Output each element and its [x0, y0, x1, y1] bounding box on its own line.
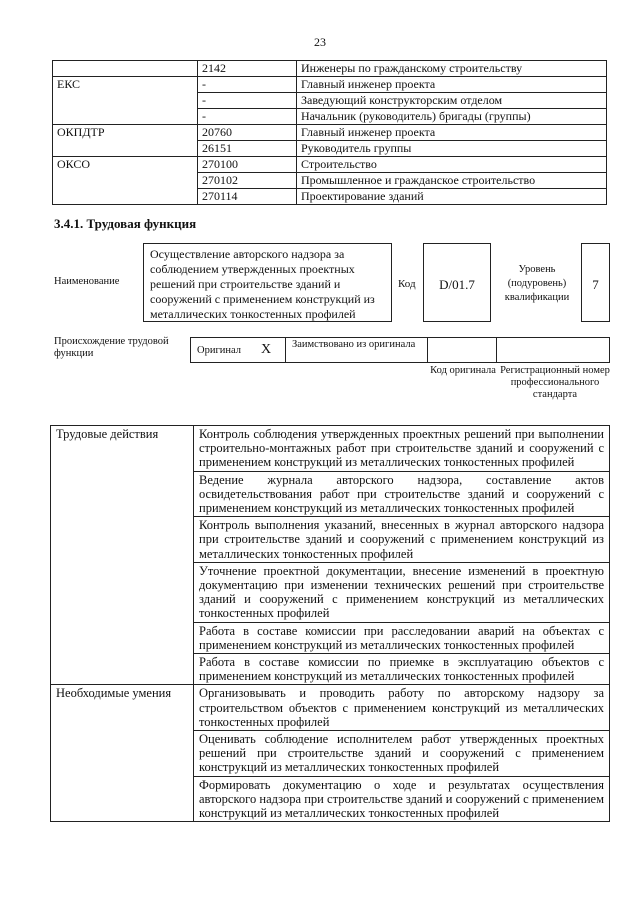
classifier-code: - — [198, 77, 297, 93]
table-row — [53, 125, 607, 141]
classifier-table — [52, 60, 607, 205]
qualification-level-label: Уровень (подуровень) квалификации — [504, 264, 570, 303]
origin-row — [190, 337, 610, 363]
original-code-caption: Код оригинала — [430, 365, 496, 376]
labor-action: Работа в составе комиссии по приемке в эксплуатацию объектов с применением конструкций из металлических тонкостенных профилей — [194, 654, 610, 685]
function-code-box: D/01.7 — [423, 243, 491, 322]
classifier-code: 270102 — [198, 173, 297, 189]
classifier-title: Начальник (руководитель) бригады (группы) — [297, 109, 607, 125]
classifier-group: ОКПДТР — [53, 125, 198, 157]
classifier-title: Инженеры по гражданскому строительству — [297, 61, 607, 77]
borrowed-cell — [285, 337, 428, 363]
code-label: Код — [398, 278, 416, 290]
classifier-title: Промышленное и гражданское строительство — [297, 173, 607, 189]
labor-action: Контроль выполнения указаний, внесенных в журнал авторского надзора при строительстве зданий и сооружений с применением конструкций из металлических тонкостенных профилей — [194, 517, 610, 563]
classifier-code: 270100 — [198, 157, 297, 173]
classifier-title: Главный инженер проекта — [297, 125, 607, 141]
table-row — [53, 61, 607, 77]
registration-number-cell — [496, 337, 610, 363]
original-label: Оригинал — [197, 345, 241, 356]
classifier-title: Заведующий конструкторским отделом — [297, 93, 607, 109]
classifier-title: Руководитель группы — [297, 141, 607, 157]
classifier-code: 20760 — [198, 125, 297, 141]
classifier-code: 270114 — [198, 189, 297, 205]
skill: Организовывать и проводить работу по авторскому надзору за строительством объектов с применением конструкций из металлических тонкостенных профилей — [194, 685, 610, 731]
labor-actions-label: Трудовые действия — [51, 426, 194, 685]
labor-action: Уточнение проектной документации, внесение изменений в проектную документацию при изменении технических решений при строительстве зданий и сооружений с применением конструкций из металлических тонкостенных профилей — [194, 562, 610, 622]
labor-function-table — [50, 425, 610, 822]
labor-action: Работа в составе комиссии при расследовании аварий на объектах с применением конструкций из металлических тонкостенных профилей — [194, 622, 610, 653]
original-cell — [190, 337, 286, 363]
table-row — [51, 685, 610, 731]
skill: Оценивать соблюдение исполнителем работ утвержденных проектных решений при строительстве зданий и сооружений с применением конструкций из металлических тонкостенных профилей — [194, 731, 610, 777]
classifier-title: Проектирование зданий — [297, 189, 607, 205]
classifier-group: ЕКС — [53, 77, 198, 125]
qualification-level-box: 7 — [581, 243, 610, 322]
classifier-group: ОКСО — [53, 157, 198, 205]
classifier-group — [53, 61, 198, 77]
table-row — [53, 77, 607, 93]
name-label: Наименование — [54, 276, 120, 287]
classifier-title: Строительство — [297, 157, 607, 173]
origin-label: Происхождение трудовой функции — [54, 336, 169, 359]
labor-action: Ведение журнала авторского надзора, составление актов освидетельствования работ при строительстве зданий и сооружений с применением конструкций из металлических тонкостенных профилей — [194, 471, 610, 517]
original-mark: X — [261, 342, 272, 357]
page-number: 23 — [314, 35, 326, 49]
skills-label: Необходимые умения — [51, 685, 194, 822]
table-row — [53, 157, 607, 173]
skill: Формировать документацию о ходе и результатах осуществления авторского надзора при строительстве зданий и сооружений с применением конструкций из металлических тонкостенных профилей — [194, 776, 610, 822]
classifier-code: - — [198, 109, 297, 125]
table-row — [51, 426, 610, 472]
function-name-box: Осуществление авторского надзора за соблюдением утвержденных проектных решений при строительстве зданий и сооружений с применением конструкций из металлических тонкостенных профилей — [143, 243, 392, 322]
classifier-code: 2142 — [198, 61, 297, 77]
classifier-code: 26151 — [198, 141, 297, 157]
classifier-title: Главный инженер проекта — [297, 77, 607, 93]
section-title: 3.4.1. Трудовая функция — [54, 216, 197, 231]
original-code-cell — [427, 337, 497, 363]
labor-action: Контроль соблюдения утвержденных проектных решений при выполнении строительно-монтажных работ при строительстве зданий и сооружений с применением конструкций из металлических тонкостенных профилей — [194, 426, 610, 472]
borrowed-label: Заимствовано из оригинала — [292, 339, 416, 350]
registration-number-caption: Регистрационный номер профессионального стандарта — [500, 365, 610, 400]
classifier-code: - — [198, 93, 297, 109]
